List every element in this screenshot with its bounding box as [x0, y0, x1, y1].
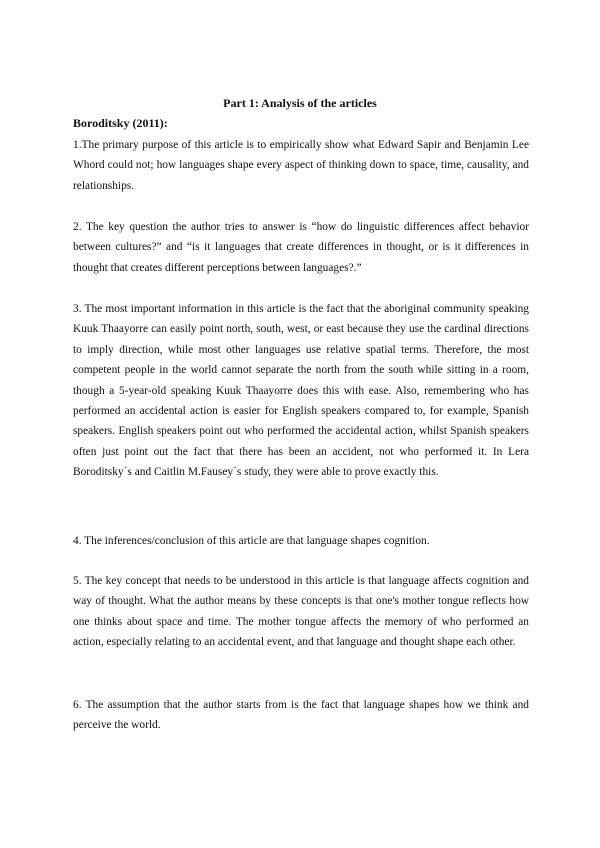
paragraph-4: 4. The inferences/conclusion of this article are that language shapes cognition. — [73, 535, 430, 547]
paragraph-3: 3. The most important information in this article is the fact that the aboriginal community speaking Kuuk Thaayorre can easily point north, south, west, or east because they use the cardinal directions to imply direction, while most other languages use relative spatial terms. Therefore, the most competent people in the world cannot separate the north from the south while sitting in a room, though a 5-year-old speaking Kuuk Thaayorre does this with ease. Also, remembering who has performed an accidental action is easier for English speakers compared to, for example, Spanish speakers. English speakers point out who performed the accidental action, whilst Spanish speakers often just point out the fact that there has been an accident, not who performed it. In Lera Boroditsky´s and Caitlin M.Fausey´s study, they were able to prove exactly this. — [73, 303, 529, 479]
paragraph-1: 1.The primary purpose of this article is to empirically show what Edward Sapir and Benjamin Lee Whord could not; how languages shape every aspect of thinking down to space, time, causality, and relationships. — [73, 139, 529, 192]
section-heading: Boroditsky (2011): — [73, 116, 168, 130]
paragraph-2: 2. The key question the author tries to answer is “how do linguistic differences affect behavior between cultures?” and “is it languages that create differences in thought, or is it differences in thought that creates different perceptions between languages?.” — [73, 221, 529, 274]
page-title: Part 1: Analysis of the articles — [223, 96, 377, 110]
paragraph-5: 5. The key concept that needs to be understood in this article is that language affects cognition and way of thought. What the author means by these concepts is that one's mother tongue reflects how one thinks about space and time. The mother tongue affects the memory of who performed an action, especially relating to an accidental event, and that language and thought shape each other. — [73, 575, 529, 649]
paragraph-6: 6. The assumption that the author starts from is the fact that language shapes how we think and perceive the world. — [73, 699, 529, 732]
